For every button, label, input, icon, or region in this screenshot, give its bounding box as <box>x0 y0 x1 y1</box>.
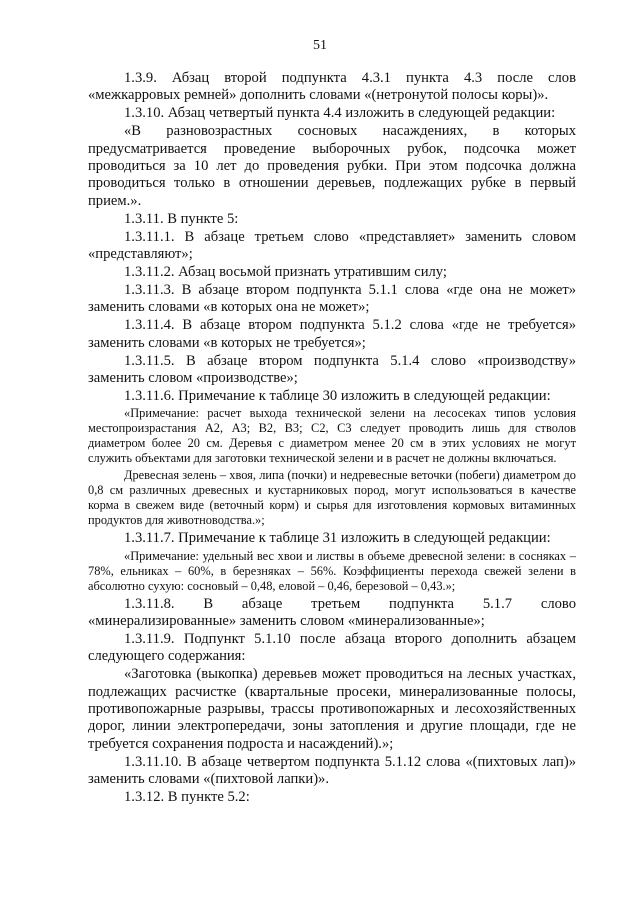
paragraph: 1.3.11.9. Подпункт 5.1.10 после абзаца второго дополнить абзацем следующего содержания: <box>88 630 576 665</box>
quoted-paragraph: «Заготовка (выкопка) деревьев может проводиться на лесных участках, подлежащих расчистке (квартальные просеки, минерализованные полосы, противопожарные разрывы, трассы противопожарных и лесохозяйственных дорог, линии электропередачи, зоны затопления и другие площади, где не требуется сохранения подроста и насаждений).»; <box>88 666 576 752</box>
paragraph: 1.3.11.1. В абзаце третьем слово «представляет» заменить словом «представляют»; <box>88 228 576 263</box>
paragraph: 1.3.12. В пункте 5.2: <box>124 789 250 806</box>
paragraph: 1.3.11.2. Абзац восьмой признать утратившим силу; <box>124 263 447 280</box>
paragraph: 1.3.11.10. В абзаце четвертом подпункта 5.1.12 слова «(пихтовых лап)» заменить словами «(пихтовой лапки)». <box>88 753 576 788</box>
paragraph: 1.3.9. Абзац второй подпункта 4.3.1 пункта 4.3 после слов «межкарровых ремней» дополнить словами «(нетронутой полосы коры)». <box>88 70 576 104</box>
note-paragraph: «Примечание: расчет выхода технической зелени на лесосеках типов условия местопроизрастания А2, А3; В2, В3; С2, С3 следует проводить лишь для стволов диаметром более 20 см. Деревья с диаметром менее 20 см в этих условиях не могут служить объектами для заготовки технической зелени и в расчет не должны включаться. <box>88 406 576 466</box>
quoted-paragraph: «В разновозрастных сосновых насаждениях, в которых предусматривается проведение выборочных рубок, подсочка может проводиться за 10 лет до проведения рубки. При этом подсочка должна проводиться только в отношении деревьев, подлежащих рубке в первый прием.». <box>88 123 576 209</box>
page-number: 51 <box>313 38 327 53</box>
note-paragraph: Древесная зелень – хвоя, липа (почки) и недревесные веточки (побеги) диаметром до 0,8 см различных древесных и кустарниковых пород, могут использоваться в качестве корма в свежем виде (веточный корм) и сырья для изготовления кормовых витаминных продуктов для животноводства.»; <box>88 468 576 528</box>
paragraph: 1.3.11.5. В абзаце втором подпункта 5.1.4 слово «производству» заменить словом «производстве»; <box>88 352 576 386</box>
paragraph: 1.3.11.3. В абзаце втором подпункта 5.1.1 слова «где она не может» заменить словами «в которых она не может»; <box>88 281 576 316</box>
paragraph: 1.3.10. Абзац четвертый пункта 4.4 изложить в следующей редакции: <box>124 105 556 122</box>
paragraph: 1.3.11.7. Примечание к таблице 31 изложить в следующей редакции: <box>124 530 551 547</box>
document-body <box>88 70 576 807</box>
paragraph: 1.3.11.6. Примечание к таблице 30 изложить в следующей редакции: <box>124 387 551 404</box>
note-paragraph: «Примечание: удельный вес хвои и листвы в объеме древесной зелени: в сосняках – 78%, ельниках – 60%, в березняках – 56%. Коэффициенты перехода свежей зелени в абсолютно сухую: сосновый – 0,48, еловой – 0,46, березовой – 0,43.»; <box>88 548 576 593</box>
paragraph: 1.3.11.4. В абзаце втором подпункта 5.1.2 слова «где не требуется» заменить словами «в которых не требуется»; <box>88 317 576 351</box>
paragraph: 1.3.11. В пункте 5: <box>124 210 239 227</box>
paragraph: 1.3.11.8. В абзаце третьем подпункта 5.1.7 слово «минерализированные» заменить словом «минерализованные»; <box>88 595 576 630</box>
